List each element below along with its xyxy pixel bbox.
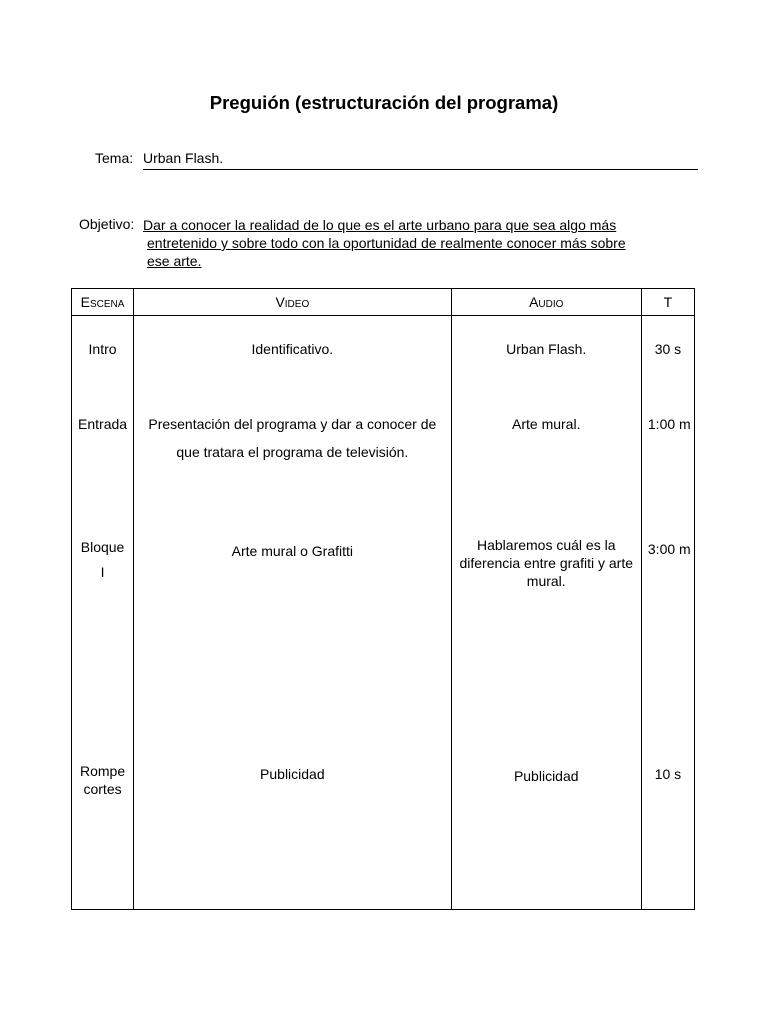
video-cell: Arte mural o Grafitti [231,543,354,559]
video-cell: Identificativo. [251,341,334,357]
objetivo-label: Objetivo: [79,216,135,232]
audio-cell: Hablaremos cuál es la diferencia entre grafiti y arte mural. [459,537,633,589]
video-cell: Presentación del programa y dar a conocer de [148,416,437,432]
header-audio: Audio [451,289,641,316]
audio-column [451,316,641,910]
escena-cell: Rompe [79,763,126,779]
page-title: Preguión (estructuración del programa) [209,92,559,113]
tema-label: Tema: [95,150,134,166]
escena-column [72,316,134,910]
header-escena: Escena [72,289,134,316]
table-body-row [72,316,695,910]
escena-cell: Bloque [80,539,125,555]
t-column [641,316,694,910]
escena-cell: Intro [88,341,117,357]
escena-cell: Entrada [78,416,128,432]
video-cell: Publicidad [260,766,325,782]
t-cell: 10 s [654,766,682,782]
header-video: Video [134,289,452,316]
audio-cell: Publicidad [513,768,579,784]
objetivo-line-2: entretenido y sobre todo con la oportunidad de realmente conocer más sobre [147,235,626,251]
table-header-row [72,289,695,316]
audio-cell: Arte mural. [512,416,581,432]
t-cell: 1:00 m [647,416,691,432]
objetivo-line-1: Dar a conocer la realidad de lo que es el arte urbano para que sea algo más [143,217,617,233]
program-table [71,288,695,910]
t-cell: 3:00 m [647,541,691,557]
escena-cell: I [100,564,105,580]
tema-value: Urban Flash. [143,150,698,170]
header-t: T [641,289,694,316]
objetivo-line-3: ese arte. [147,253,202,269]
escena-cell: cortes [83,781,122,797]
audio-cell: Urban Flash. [506,341,587,357]
video-cell: que tratara el programa de televisión. [176,444,409,460]
video-column [134,316,452,910]
t-cell: 30 s [654,341,682,357]
objetivo-text [143,216,683,270]
